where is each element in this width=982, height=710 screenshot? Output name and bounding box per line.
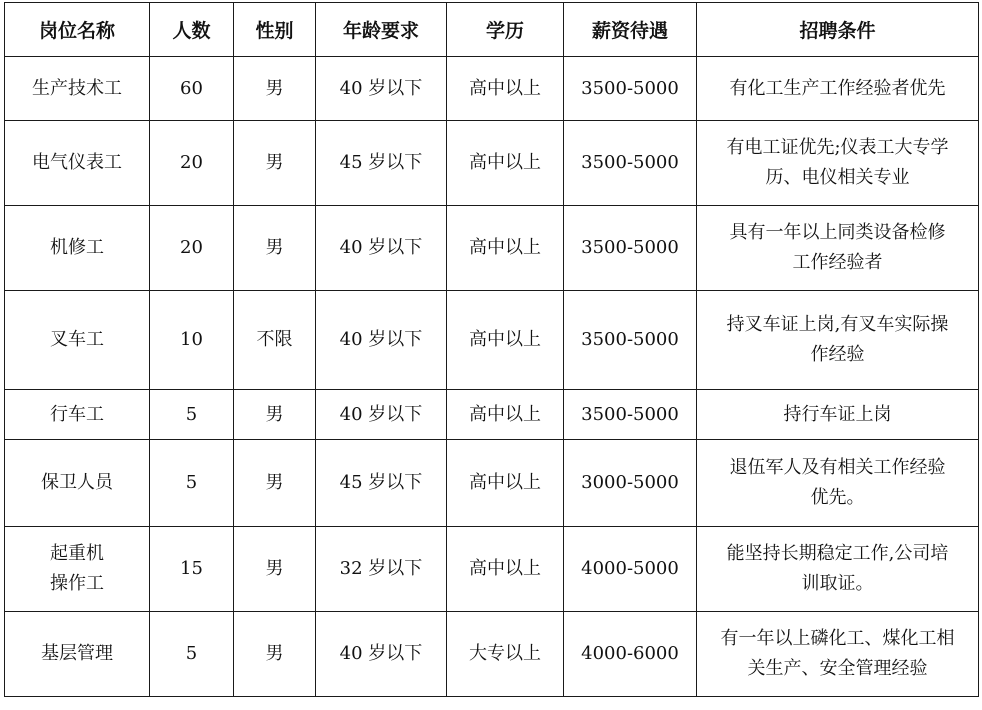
conditions-line: 持叉车证上岗,有叉车实际操 — [726, 314, 949, 335]
salary-cell: 3500-5000 — [564, 121, 697, 206]
salary-cell: 3500-5000 — [564, 206, 697, 291]
age-cell: 40 岁以下 — [316, 57, 447, 121]
conditions-line: 有电工证优先;仪表工大专学 — [726, 137, 949, 158]
count-cell: 5 — [150, 390, 234, 440]
salary-cell: 3500-5000 — [564, 390, 697, 440]
count-cell: 5 — [150, 440, 234, 527]
position-cell — [5, 121, 150, 206]
header-row — [5, 3, 979, 57]
gender-cell: 男 — [234, 440, 316, 527]
header-position: 岗位名称 — [5, 3, 150, 57]
position-line: 机修工 — [50, 237, 104, 258]
gender-cell: 不限 — [234, 291, 316, 390]
gender-cell: 男 — [234, 612, 316, 697]
count-cell: 10 — [150, 291, 234, 390]
education-cell: 高中以上 — [447, 527, 564, 612]
gender-cell: 男 — [234, 206, 316, 291]
count-cell: 20 — [150, 121, 234, 206]
education-cell: 高中以上 — [447, 121, 564, 206]
salary-cell: 3500-5000 — [564, 57, 697, 121]
age-cell: 40 岁以下 — [316, 612, 447, 697]
gender-cell: 男 — [234, 390, 316, 440]
conditions-line: 工作经验者 — [792, 252, 883, 273]
recruitment-table — [4, 2, 979, 697]
salary-cell: 3500-5000 — [564, 291, 697, 390]
age-cell: 32 岁以下 — [316, 527, 447, 612]
conditions-line: 历、电仪相关专业 — [765, 167, 910, 188]
position-line: 行车工 — [50, 403, 104, 425]
position-line: 叉车工 — [50, 329, 104, 350]
conditions-line: 能坚持长期稳定工作,公司培 — [726, 543, 949, 564]
conditions-line: 有化工生产工作经验者优先 — [729, 77, 946, 99]
header-conditions: 招聘条件 — [697, 3, 979, 57]
age-cell: 40 岁以下 — [316, 206, 447, 291]
position-line: 操作工 — [50, 573, 104, 594]
position-line: 基层管理 — [41, 643, 113, 664]
position-cell — [5, 390, 150, 440]
salary-cell: 3000-5000 — [564, 440, 697, 527]
position-line: 电气仪表工 — [32, 152, 122, 173]
conditions-line: 有一年以上磷化工、煤化工相 — [720, 628, 955, 649]
header-education: 学历 — [447, 3, 564, 57]
header-count: 人数 — [150, 3, 234, 57]
gender-cell: 男 — [234, 121, 316, 206]
age-cell: 40 岁以下 — [316, 390, 447, 440]
table-row — [5, 206, 979, 291]
conditions-cell — [697, 57, 979, 121]
education-cell: 高中以上 — [447, 291, 564, 390]
conditions-cell — [697, 612, 979, 697]
position-line: 生产技术工 — [32, 77, 122, 99]
education-cell: 高中以上 — [447, 206, 564, 291]
position-cell — [5, 57, 150, 121]
position-cell — [5, 527, 150, 612]
education-cell: 高中以上 — [447, 390, 564, 440]
position-line: 保卫人员 — [41, 472, 113, 493]
conditions-line: 退伍军人及有相关工作经验 — [729, 457, 946, 478]
salary-cell: 4000-5000 — [564, 527, 697, 612]
conditions-line: 训取证。 — [801, 573, 874, 594]
conditions-cell — [697, 527, 979, 612]
count-cell: 20 — [150, 206, 234, 291]
conditions-cell — [697, 390, 979, 440]
gender-cell: 男 — [234, 57, 316, 121]
age-cell: 45 岁以下 — [316, 121, 447, 206]
table-row — [5, 527, 979, 612]
table-row — [5, 57, 979, 121]
header-salary: 薪资待遇 — [564, 3, 697, 57]
conditions-line: 优先。 — [810, 487, 865, 508]
table-row — [5, 121, 979, 206]
table-row — [5, 612, 979, 697]
position-cell — [5, 612, 150, 697]
table-row — [5, 291, 979, 390]
conditions-line: 具有一年以上同类设备检修 — [729, 222, 946, 243]
position-cell — [5, 291, 150, 390]
conditions-cell — [697, 291, 979, 390]
age-cell: 45 岁以下 — [316, 440, 447, 527]
conditions-line: 作经验 — [810, 344, 865, 365]
conditions-cell — [697, 440, 979, 527]
education-cell: 大专以上 — [447, 612, 564, 697]
position-cell — [5, 206, 150, 291]
conditions-cell — [697, 121, 979, 206]
position-cell — [5, 440, 150, 527]
count-cell: 15 — [150, 527, 234, 612]
education-cell: 高中以上 — [447, 440, 564, 527]
position-line: 起重机 — [50, 543, 104, 564]
conditions-line: 持行车证上岗 — [783, 403, 892, 425]
header-gender: 性别 — [234, 3, 316, 57]
conditions-cell — [697, 206, 979, 291]
table-row — [5, 390, 979, 440]
age-cell: 40 岁以下 — [316, 291, 447, 390]
table-row — [5, 440, 979, 527]
salary-cell: 4000-6000 — [564, 612, 697, 697]
header-age: 年龄要求 — [316, 3, 447, 57]
conditions-line: 关生产、安全管理经验 — [747, 658, 928, 679]
gender-cell: 男 — [234, 527, 316, 612]
count-cell: 5 — [150, 612, 234, 697]
education-cell: 高中以上 — [447, 57, 564, 121]
count-cell: 60 — [150, 57, 234, 121]
